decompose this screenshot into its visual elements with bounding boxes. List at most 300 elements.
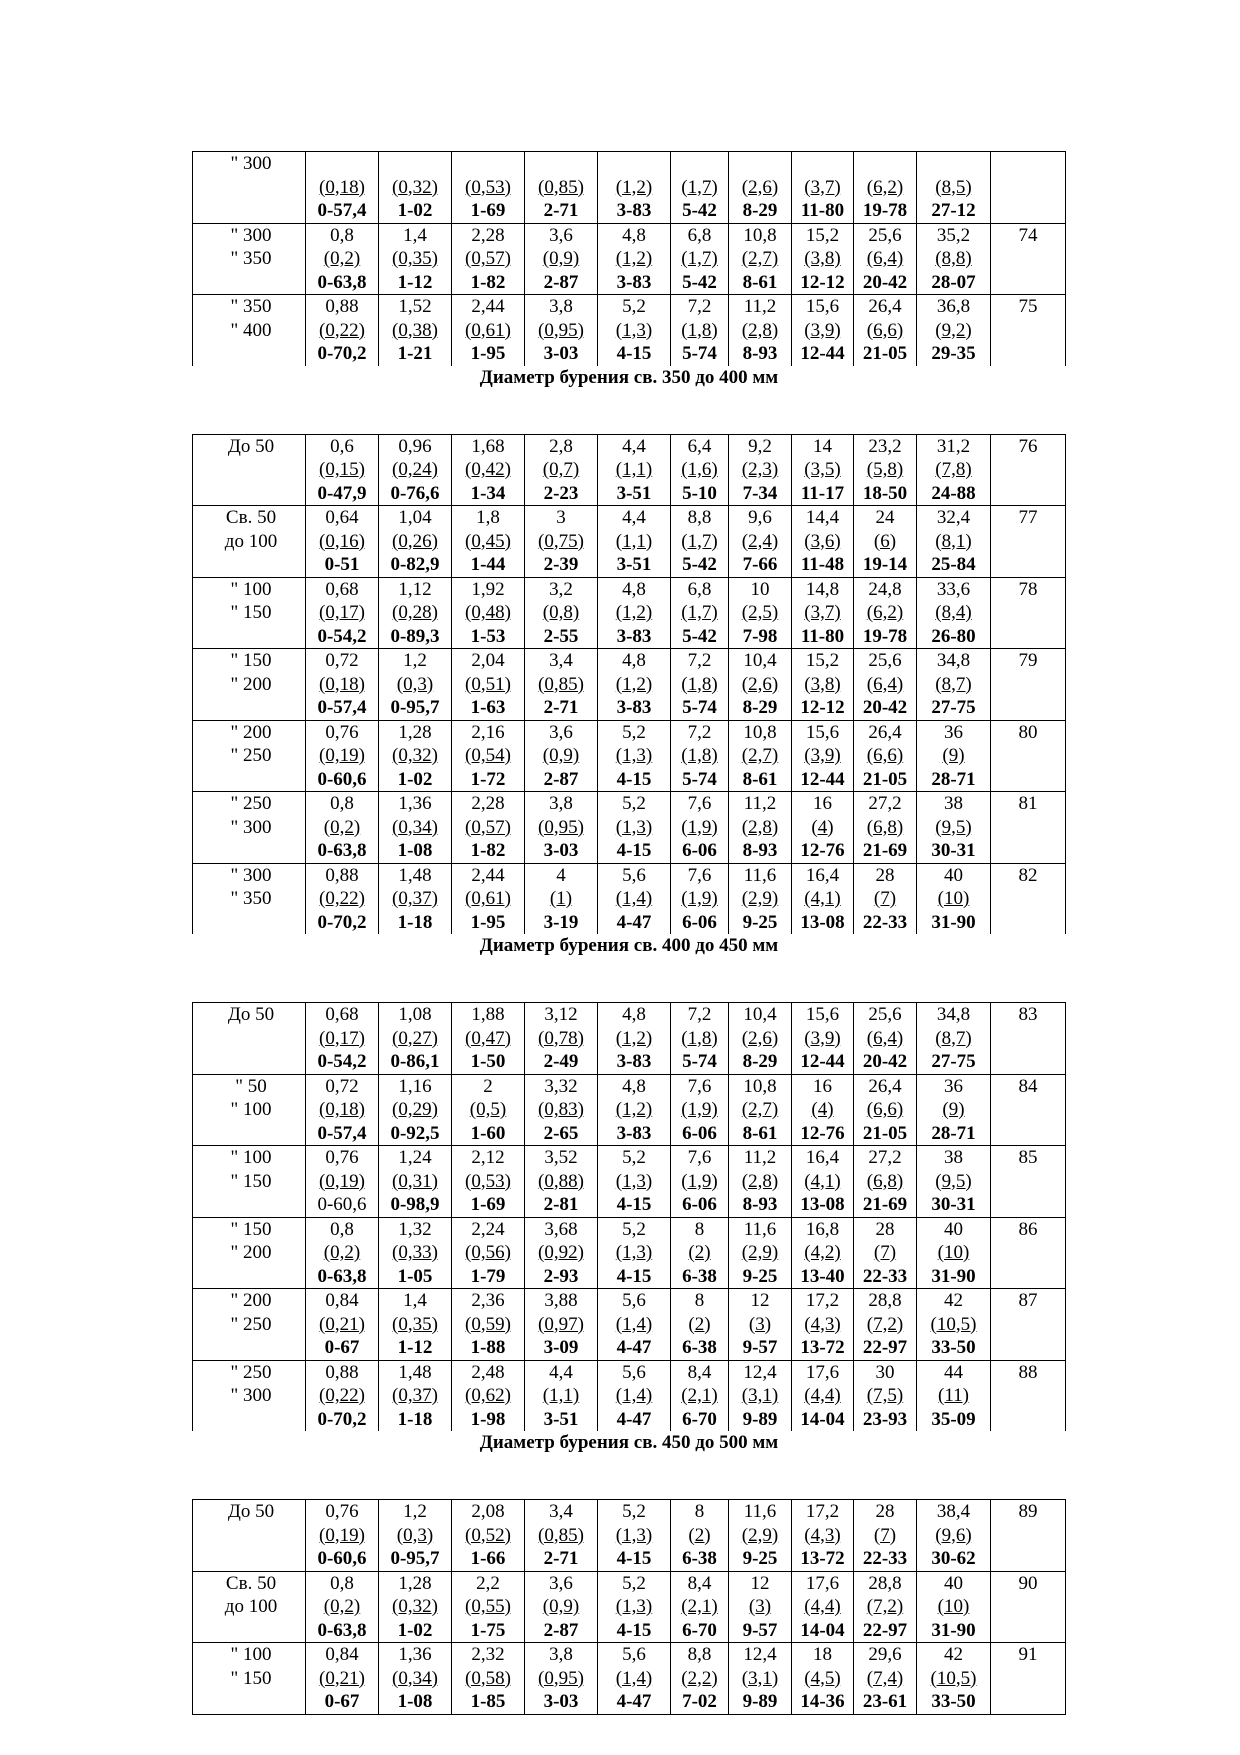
price-cell	[854, 1217, 917, 1289]
price-cell	[306, 506, 379, 578]
price-cell	[379, 1003, 452, 1075]
cost-bracket-value: (1,4)	[615, 888, 653, 909]
cost-bracket-value: (2,2)	[681, 1667, 718, 1689]
price-cell	[854, 223, 917, 295]
price-cell	[854, 434, 917, 506]
price-cell	[598, 1643, 671, 1715]
price-cell	[729, 1500, 792, 1572]
cost-bracket-value: (1)	[549, 888, 573, 909]
cost-value	[598, 152, 670, 176]
cost-value: 8,8	[687, 507, 712, 528]
depth-range-cell	[193, 1217, 306, 1289]
price-cell	[379, 1289, 452, 1361]
cost-bracket-value: (0,17)	[319, 1027, 365, 1049]
cost-value: 0,8	[330, 1572, 354, 1594]
price-rub-kop: 3-19	[543, 911, 579, 933]
cost-bracket-value: (1,7)	[681, 530, 718, 552]
price-cell	[792, 720, 854, 792]
cost-value	[525, 152, 597, 176]
price-rub-kop: 0-86,1	[390, 1051, 440, 1072]
cost-bracket-value: (0,2)	[323, 1242, 361, 1263]
cost-bracket-value: (2,8)	[741, 1170, 779, 1192]
cost-bracket-value: (9,5)	[935, 816, 972, 838]
cost-value: 2,24	[471, 1218, 505, 1240]
cost-value: 1,08	[398, 1004, 432, 1025]
cost-bracket-value: (3,1)	[741, 1667, 779, 1689]
price-rub-kop: 2-87	[543, 768, 579, 790]
table-row	[193, 506, 1066, 578]
cost-value: 35,2	[936, 224, 971, 246]
depth-from: До 50	[227, 1004, 275, 1025]
price-cell	[306, 577, 379, 649]
price-cell	[452, 1500, 525, 1572]
price-rub-kop: 4-15	[616, 1619, 652, 1641]
price-cell	[917, 1074, 991, 1146]
price-rub-kop: 1-82	[470, 840, 506, 861]
depth-range-cell	[193, 792, 306, 864]
cost-bracket-value: (3,5)	[804, 459, 841, 480]
cost-value: 5,6	[622, 1644, 646, 1665]
cost-bracket-value: (6,6)	[866, 745, 904, 766]
depth-to: до 100	[224, 530, 278, 552]
price-rub-kop: 19-14	[862, 554, 908, 575]
price-rub-kop: 12-12	[800, 697, 845, 718]
depth-range-cell	[193, 1289, 306, 1361]
row-number: 79	[991, 649, 1066, 721]
cost-bracket-value: (0,38)	[392, 319, 438, 341]
cost-bracket-value: (4,3)	[804, 1313, 841, 1335]
price-cell	[792, 1500, 854, 1572]
cost-bracket-value: (0,75)	[538, 530, 584, 552]
price-cell	[671, 1360, 729, 1431]
cost-value: 2,28	[471, 793, 505, 814]
price-rub-kop: 12-76	[800, 1122, 845, 1144]
cost-bracket-value: (4,1)	[804, 1170, 841, 1192]
row-number: 88	[991, 1360, 1066, 1431]
price-cell	[854, 1074, 917, 1146]
cost-bracket-value: (0,27)	[392, 1027, 438, 1049]
cost-value: 4,8	[622, 1004, 646, 1025]
price-rub-kop: 12-44	[800, 768, 845, 790]
price-cell	[917, 1360, 991, 1431]
price-cell	[306, 1571, 379, 1643]
cost-value: 3,4	[549, 650, 573, 671]
price-rub-kop: 13-08	[800, 1194, 845, 1215]
cost-bracket-value: (7,5)	[866, 1385, 904, 1406]
price-cell	[525, 1571, 598, 1643]
depth-range-cell	[193, 720, 306, 792]
price-cell	[598, 434, 671, 506]
price-cell	[525, 649, 598, 721]
cost-value	[917, 152, 990, 176]
cost-value: 6,8	[687, 578, 712, 600]
depth-range-cell	[193, 223, 306, 295]
cost-value: 1,28	[398, 721, 432, 743]
price-rub-kop: 4-15	[616, 768, 652, 790]
cost-value: 0,72	[325, 1075, 359, 1097]
cost-value: 1,48	[398, 1361, 432, 1383]
price-cell	[525, 1074, 598, 1146]
cost-value: 3,12	[544, 1004, 578, 1025]
price-rub-kop: 1-02	[397, 200, 433, 221]
price-cell	[854, 1500, 917, 1572]
cost-bracket-value: (3,6)	[804, 530, 841, 552]
cost-value: 30	[875, 1361, 895, 1383]
cost-value: 8	[694, 1501, 705, 1522]
cost-bracket-value: (1,2)	[615, 1099, 653, 1120]
cost-bracket-value: (0,18)	[319, 176, 365, 198]
row-number: 91	[991, 1643, 1066, 1715]
cost-bracket-value: (11)	[938, 1385, 969, 1406]
price-rub-kop: 5-10	[682, 482, 717, 504]
cost-bracket-value: (1,2)	[615, 1027, 653, 1049]
cost-value: 7,2	[687, 721, 712, 743]
price-rub-kop: 0-70,2	[317, 343, 367, 364]
price-cell	[525, 295, 598, 366]
price-rub-kop: 3-83	[616, 1122, 652, 1144]
price-cell	[598, 1003, 671, 1075]
cost-bracket-value: (0,19)	[319, 1524, 365, 1546]
price-rub-kop: 24-88	[931, 482, 976, 504]
cost-bracket-value: (0,92)	[538, 1242, 584, 1263]
cost-bracket-value: (0,78)	[538, 1027, 584, 1049]
price-cell	[854, 577, 917, 649]
cost-value: 7,6	[687, 864, 712, 886]
table-row	[193, 1500, 1066, 1572]
price-cell	[917, 1217, 991, 1289]
cost-value: 15,6	[805, 721, 840, 743]
cost-value: 1,36	[398, 793, 432, 814]
price-cell	[917, 863, 991, 934]
cost-value: 0,88	[325, 864, 359, 886]
price-cell	[917, 1289, 991, 1361]
table-row	[193, 1217, 1066, 1289]
price-cell	[917, 1003, 991, 1075]
cost-value: 16	[813, 1075, 832, 1097]
price-cell	[306, 434, 379, 506]
section-heading-row	[193, 934, 1066, 1003]
price-cell	[379, 720, 452, 792]
price-rub-kop: 13-08	[800, 911, 845, 933]
price-cell	[671, 1074, 729, 1146]
price-rub-kop: 22-97	[862, 1619, 908, 1641]
cost-value: 14,4	[805, 507, 840, 528]
price-rub-kop: 8-61	[742, 768, 778, 790]
price-cell	[917, 649, 991, 721]
cost-bracket-value: (0,3)	[396, 1524, 434, 1546]
price-cell	[854, 1146, 917, 1218]
cost-bracket-value: (0,47)	[465, 1027, 511, 1049]
cost-value: 28,8	[868, 1572, 902, 1594]
cost-bracket-value: (7)	[873, 1524, 897, 1546]
cost-value: 9,6	[748, 507, 772, 528]
price-table	[192, 151, 1066, 1715]
price-rub-kop: 0-60,6	[317, 1548, 367, 1569]
depth-to: " 350	[230, 248, 272, 269]
cost-value: 6,4	[687, 435, 712, 457]
price-rub-kop: 14-04	[800, 1619, 845, 1641]
price-rub-kop: 25-84	[931, 554, 976, 575]
price-cell	[671, 720, 729, 792]
price-cell	[306, 792, 379, 864]
cost-value: 10,4	[743, 650, 777, 671]
cost-bracket-value: (4)	[811, 1099, 834, 1120]
price-rub-kop: 1-95	[470, 343, 506, 364]
depth-range-cell	[193, 506, 306, 578]
cost-value: 0,76	[325, 1147, 359, 1168]
cost-bracket-value: (1,3)	[615, 319, 653, 341]
price-cell	[306, 152, 379, 224]
price-rub-kop: 0-95,7	[390, 697, 440, 718]
cost-bracket-value: (4,5)	[804, 1667, 841, 1689]
cost-bracket-value: (0,7)	[542, 459, 580, 480]
table-row	[193, 295, 1066, 366]
depth-from: " 200	[230, 721, 272, 743]
price-rub-kop: 5-42	[682, 625, 717, 647]
row-number: 81	[991, 792, 1066, 864]
price-rub-kop: 1-69	[470, 200, 506, 221]
price-rub-kop: 5-74	[682, 768, 717, 790]
row-number: 82	[991, 863, 1066, 934]
cost-value: 6,8	[687, 224, 712, 246]
cost-bracket-value: (6,8)	[866, 816, 904, 838]
price-rub-kop: 22-33	[862, 1265, 908, 1287]
cost-value: 36	[944, 1075, 963, 1097]
price-rub-kop: 0-63,8	[317, 1265, 367, 1287]
cost-bracket-value: (0,95)	[538, 319, 584, 341]
price-cell	[306, 1146, 379, 1218]
price-cell	[452, 295, 525, 366]
price-cell	[306, 720, 379, 792]
price-rub-kop: 3-03	[543, 1691, 579, 1712]
price-rub-kop: 2-65	[543, 1122, 579, 1144]
price-cell	[525, 223, 598, 295]
price-cell	[525, 1500, 598, 1572]
price-cell	[792, 506, 854, 578]
cost-bracket-value: (2,1)	[681, 1385, 718, 1406]
price-cell	[671, 152, 729, 224]
cost-value: 25,6	[868, 224, 902, 246]
price-cell	[452, 1003, 525, 1075]
cost-value: 28	[875, 1218, 895, 1240]
cost-value: 3,52	[544, 1147, 578, 1168]
cost-bracket-value: (3,9)	[804, 1027, 841, 1049]
cost-bracket-value: (6,2)	[866, 176, 904, 198]
cost-bracket-value: (0,95)	[538, 1667, 584, 1689]
cost-value: 0,6	[330, 435, 354, 457]
price-cell	[452, 1643, 525, 1715]
cost-value: 15,2	[805, 650, 840, 671]
cost-value: 7,6	[687, 1075, 712, 1097]
price-cell	[598, 506, 671, 578]
cost-bracket-value: (8,4)	[935, 602, 972, 623]
depth-to: до 100	[224, 1596, 278, 1617]
price-cell	[671, 434, 729, 506]
price-rub-kop: 9-89	[742, 1408, 778, 1430]
cost-value: 25,6	[868, 1004, 902, 1025]
table-row	[193, 434, 1066, 506]
depth-from: Св. 50	[225, 507, 277, 528]
cost-bracket-value: (2,9)	[741, 1242, 779, 1263]
price-cell	[729, 792, 792, 864]
cost-value: 11,6	[743, 864, 777, 886]
price-cell	[671, 577, 729, 649]
cost-bracket-value: (0,32)	[392, 176, 438, 198]
cost-bracket-value: (0,37)	[392, 1385, 438, 1406]
cost-value: 31,2	[936, 435, 971, 457]
cost-value: 1,8	[476, 507, 500, 528]
price-cell	[917, 792, 991, 864]
price-rub-kop: 0-63,8	[317, 840, 367, 861]
price-rub-kop: 23-93	[862, 1408, 908, 1430]
price-cell	[729, 1571, 792, 1643]
price-cell	[729, 1643, 792, 1715]
cost-value: 0,84	[325, 1644, 359, 1665]
depth-range-cell	[193, 1146, 306, 1218]
price-rub-kop: 0-67	[324, 1337, 360, 1358]
cost-bracket-value: (2,6)	[741, 673, 779, 695]
cost-bracket-value: (1,2)	[615, 248, 653, 269]
cost-value: 0,68	[325, 578, 359, 600]
cost-value: 1,12	[398, 578, 432, 600]
cost-bracket-value: (0,22)	[319, 888, 365, 909]
depth-to: " 150	[230, 1667, 272, 1689]
cost-bracket-value: (1,4)	[615, 1385, 653, 1406]
price-rub-kop: 2-81	[543, 1194, 579, 1215]
price-cell	[792, 1217, 854, 1289]
depth-from: " 200	[230, 1290, 272, 1311]
cost-bracket-value: (0,97)	[538, 1313, 584, 1335]
cost-bracket-value: (1,4)	[615, 1667, 653, 1689]
cost-value: 4,8	[622, 650, 646, 671]
cost-bracket-value: (0,2)	[323, 1596, 361, 1617]
price-rub-kop: 13-72	[800, 1337, 845, 1358]
cost-bracket-value: (8,8)	[935, 248, 972, 269]
price-cell	[379, 1360, 452, 1431]
cost-bracket-value: (0,37)	[392, 888, 438, 909]
price-rub-kop: 1-44	[470, 554, 506, 575]
cost-value: 8	[694, 1218, 705, 1240]
price-cell	[598, 577, 671, 649]
depth-from: " 300	[230, 224, 272, 246]
price-rub-kop: 1-98	[470, 1408, 506, 1430]
price-cell	[854, 295, 917, 366]
price-cell	[729, 577, 792, 649]
price-rub-kop: 2-39	[543, 554, 579, 575]
table-row	[193, 1571, 1066, 1643]
cost-value: 2,48	[471, 1361, 505, 1383]
price-rub-kop: 31-90	[931, 1265, 976, 1287]
cost-value: 44	[944, 1361, 963, 1383]
cost-bracket-value: (0,35)	[392, 248, 438, 269]
cost-value: 2,44	[471, 864, 505, 886]
price-rub-kop: 3-03	[543, 840, 579, 861]
cost-value: 16	[813, 793, 832, 814]
price-cell	[379, 1571, 452, 1643]
cost-value: 4,8	[622, 578, 646, 600]
price-rub-kop: 7-02	[682, 1691, 717, 1712]
price-rub-kop: 6-70	[682, 1619, 717, 1641]
cost-value: 14	[813, 435, 832, 457]
cost-bracket-value: (0,45)	[465, 530, 511, 552]
cost-value: 9,2	[748, 435, 772, 457]
row-number: 87	[991, 1289, 1066, 1361]
cost-value: 1,36	[398, 1644, 432, 1665]
price-cell	[306, 223, 379, 295]
price-cell	[306, 1217, 379, 1289]
price-cell	[452, 1360, 525, 1431]
cost-value: 12	[750, 1572, 770, 1594]
cost-bracket-value: (2,3)	[741, 459, 779, 480]
price-rub-kop: 31-90	[931, 1619, 976, 1641]
price-cell	[729, 434, 792, 506]
price-cell	[854, 506, 917, 578]
cost-value: 40	[944, 1572, 963, 1594]
price-cell	[452, 506, 525, 578]
price-rub-kop: 1-53	[470, 625, 506, 647]
price-rub-kop: 28-07	[931, 271, 976, 293]
price-rub-kop: 0-54,2	[317, 625, 367, 647]
price-rub-kop: 0-70,2	[317, 911, 367, 933]
cost-value: 10,4	[743, 1004, 777, 1025]
row-number: 78	[991, 577, 1066, 649]
price-cell	[729, 1289, 792, 1361]
price-rub-kop: 22-33	[862, 911, 908, 933]
cost-bracket-value: (0,29)	[392, 1099, 438, 1120]
price-rub-kop: 4-47	[616, 1408, 652, 1430]
depth-to: " 200	[230, 673, 272, 695]
cost-value: 11,2	[743, 1147, 777, 1168]
price-cell	[671, 506, 729, 578]
depth-from: " 250	[230, 793, 272, 814]
price-cell	[379, 1643, 452, 1715]
cost-bracket-value: (0,34)	[392, 1667, 438, 1689]
price-cell	[671, 1146, 729, 1218]
price-rub-kop: 33-50	[931, 1337, 976, 1358]
row-number	[991, 152, 1066, 224]
price-cell	[854, 1003, 917, 1075]
price-rub-kop: 22-33	[862, 1548, 908, 1569]
price-cell	[729, 720, 792, 792]
price-cell	[452, 577, 525, 649]
cost-value: 36	[944, 721, 963, 743]
cost-value: 2,12	[471, 1147, 505, 1168]
price-cell	[379, 223, 452, 295]
price-rub-kop: 9-25	[742, 1265, 778, 1287]
price-cell	[525, 434, 598, 506]
row-number: 80	[991, 720, 1066, 792]
depth-range-cell	[193, 152, 306, 224]
price-rub-kop: 4-15	[616, 1265, 652, 1287]
depth-range-cell	[193, 577, 306, 649]
cost-value	[854, 152, 916, 176]
price-cell	[525, 1003, 598, 1075]
price-rub-kop: 1-34	[470, 482, 506, 504]
price-cell	[729, 649, 792, 721]
price-rub-kop: 27-12	[931, 200, 976, 221]
cost-bracket-value: (0,17)	[319, 602, 365, 623]
price-cell	[671, 1003, 729, 1075]
cost-value: 7,2	[687, 650, 712, 671]
price-cell	[671, 863, 729, 934]
price-cell	[525, 1643, 598, 1715]
cost-bracket-value: (0,62)	[465, 1385, 511, 1406]
cost-value: 38	[944, 793, 963, 814]
price-rub-kop: 0-47,9	[317, 482, 367, 504]
cost-value: 0,84	[325, 1290, 359, 1311]
price-cell	[598, 1146, 671, 1218]
cost-value: 15,2	[805, 224, 840, 246]
